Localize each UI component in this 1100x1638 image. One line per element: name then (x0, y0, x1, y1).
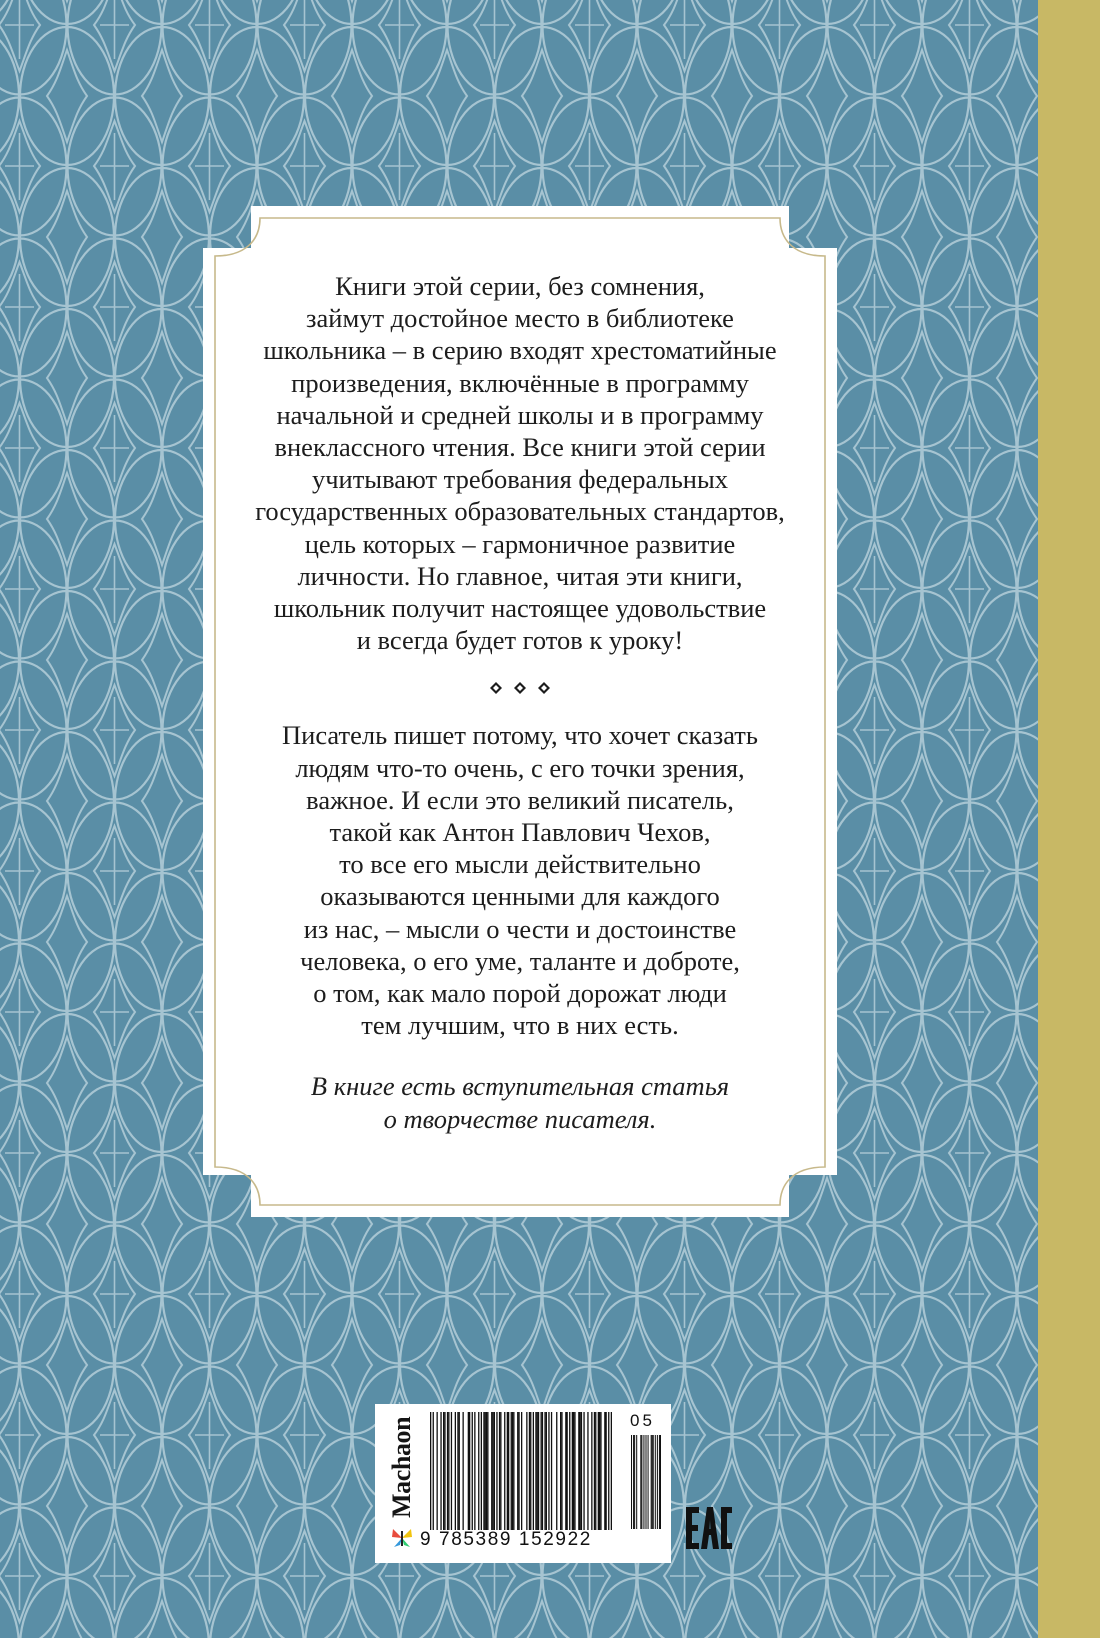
barcode-bar (443, 1412, 444, 1530)
barcode-bar (636, 1435, 637, 1529)
paragraph-line: цель которых – гармоничное развитие (304, 528, 736, 559)
barcode-bar (463, 1412, 464, 1530)
barcode-bar (657, 1435, 658, 1529)
barcode-bar (611, 1412, 612, 1530)
paragraph-line: произведения, включённые в программу (291, 367, 749, 398)
barcode-bar (512, 1412, 513, 1530)
barcode-bar (486, 1412, 487, 1530)
paragraph-line: то все его мысли действительно (339, 849, 701, 880)
barcode-bar (595, 1412, 596, 1530)
barcode-bar (659, 1435, 660, 1529)
barcode-bar (472, 1412, 473, 1530)
eac-icon (684, 1505, 734, 1551)
barcode-bar (598, 1412, 599, 1530)
barcode-bar (469, 1412, 470, 1530)
paragraph-line: человека, о его уме, таланте и доброте, (300, 945, 740, 976)
barcode-bar (648, 1435, 649, 1529)
paragraph-line: школьник получит настоящее удовольствие (273, 593, 767, 624)
barcode-bar (569, 1412, 570, 1530)
isbn-barcode (430, 1412, 612, 1530)
barcode-bar (645, 1435, 646, 1529)
barcode-bar (457, 1412, 458, 1530)
barcode-bar (530, 1412, 531, 1530)
barcode-bar (494, 1412, 495, 1530)
barcode-bar (591, 1412, 592, 1530)
barcode-bar (451, 1412, 452, 1530)
barcode-bar (631, 1435, 632, 1529)
barcode-bar (633, 1435, 634, 1529)
barcode-bar (437, 1412, 438, 1530)
paragraph-line: школьника – в серию входят хрестоматийные (263, 335, 777, 366)
barcode-bar (535, 1412, 536, 1530)
paragraph-line: Писатель пишет потому, что хочет сказать (282, 720, 758, 751)
barcode-bar (567, 1412, 568, 1530)
publisher-logo (385, 1412, 419, 1554)
barcode-bar (640, 1435, 641, 1529)
barcode-bar (538, 1412, 539, 1530)
barcode-bar (511, 1412, 512, 1530)
paragraph-line: личности. Но главное, читая эти книги, (297, 560, 743, 591)
barcode-bar (634, 1435, 635, 1529)
diamond-icon (538, 682, 550, 694)
barcode-bar (572, 1412, 573, 1530)
barcode-bar (447, 1412, 448, 1530)
barcode-bar (474, 1412, 475, 1530)
note-line: о творчестве писателя. (383, 1103, 657, 1134)
barcode-bar (440, 1412, 441, 1530)
barcode-bar (430, 1412, 431, 1530)
barcode-bar (526, 1412, 527, 1530)
barcode-addon-bars (631, 1435, 661, 1529)
barcode-bar (521, 1412, 522, 1530)
barcode-bar (500, 1412, 501, 1530)
barcode-bar (604, 1412, 605, 1530)
isbn-number: 9 785389 152922 (420, 1529, 592, 1550)
introductory-note (231, 1070, 809, 1134)
barcode-bar (660, 1435, 661, 1529)
barcode-bar (533, 1412, 534, 1530)
description-panel (203, 206, 837, 1217)
barcode-bar (641, 1435, 642, 1529)
paragraph-line: учитывают требования федеральных (311, 464, 729, 495)
barcode-bar (433, 1412, 434, 1530)
barcode-bar (651, 1435, 652, 1529)
barcode-bar (574, 1412, 575, 1530)
eac-certification-mark (684, 1505, 734, 1551)
barcode-bar (518, 1412, 519, 1530)
diamond-icon (514, 682, 526, 694)
paragraph-line: начальной и средней школы и в программу (276, 399, 764, 430)
barcode-bar (499, 1412, 500, 1530)
barcode-bar (652, 1435, 653, 1529)
barcode-bar (561, 1412, 562, 1530)
paragraph-line: из нас, – мысли о чести и достоинстве (303, 913, 737, 944)
barcode-bar (491, 1412, 492, 1530)
barcode-bar (504, 1412, 505, 1530)
paragraph-line: Книги этой серии, без сомнения, (335, 271, 705, 301)
paragraph-line: такой как Антон Павлович Чехов, (329, 817, 711, 848)
barcode-bar (581, 1412, 582, 1530)
barcode-bar (487, 1412, 488, 1530)
barcode-bar (583, 1412, 584, 1530)
barcode-bar (565, 1412, 566, 1530)
barcode-label (375, 1404, 671, 1563)
barcode-bar (556, 1412, 557, 1530)
ornamental-divider (231, 676, 809, 700)
barcode-bar (551, 1412, 552, 1530)
publisher-logo-text: Machaon (387, 1416, 416, 1518)
barcode-bar (608, 1412, 609, 1530)
barcode-bar (578, 1412, 579, 1530)
barcode-bar (599, 1412, 600, 1530)
barcode-bar (448, 1412, 449, 1530)
barcode-bar (541, 1412, 542, 1530)
barcode-bar (513, 1412, 514, 1530)
butterfly-icon (390, 1526, 415, 1550)
paragraph-line: важное. И если это великий писатель, (306, 784, 734, 815)
barcode-bar (548, 1412, 549, 1530)
barcode-bar (580, 1412, 581, 1530)
barcode-bar (537, 1412, 538, 1530)
barcode-bar (481, 1412, 482, 1530)
barcode-bar (455, 1412, 456, 1530)
barcode-bar (478, 1412, 479, 1530)
paragraph-line: тем лучшим, что в них есть. (361, 1010, 679, 1041)
barcode-addon-number: 05 (630, 1411, 655, 1430)
barcode-bar (508, 1412, 509, 1530)
series-description-paragraph (231, 270, 809, 656)
paragraph-line: людям что-то очень, с его точки зрения, (295, 752, 745, 783)
barcode-bar (544, 1412, 545, 1530)
paragraph-line: займут достойное место в библиотеке (306, 303, 734, 334)
barcode-bar (485, 1412, 486, 1530)
paragraph-line: внеклассного чтения. Все книги этой серии (274, 432, 766, 463)
barcode-bar (653, 1435, 654, 1529)
barcode-bar (496, 1412, 497, 1530)
barcode-bar (594, 1412, 595, 1530)
barcode-bar (643, 1435, 644, 1529)
barcode-bar (444, 1412, 445, 1530)
paragraph-line: государственных образовательных стандартов, (255, 496, 785, 527)
barcode-bar (606, 1412, 607, 1530)
barcode-bar (459, 1412, 460, 1530)
chekhov-description-paragraph (231, 719, 809, 1041)
paragraph-line: оказываются ценными для каждого (320, 881, 720, 912)
panel-text-content (231, 270, 809, 1135)
diamond-icon (490, 682, 502, 694)
barcode-bar (573, 1412, 574, 1530)
paragraph-line: и всегда будет готов к уроку! (356, 625, 684, 656)
barcode-bar (507, 1412, 508, 1530)
barcode-bar (517, 1412, 518, 1530)
barcode-bar (468, 1412, 469, 1530)
barcode-bar (587, 1412, 588, 1530)
barcode-bar (655, 1435, 656, 1529)
barcode-bar (483, 1412, 484, 1530)
barcode-bar (542, 1412, 543, 1530)
barcode-bar (560, 1412, 561, 1530)
spine-edge-strip (1038, 0, 1100, 1638)
paragraph-line: о том, как мало порой дорожат люди (313, 978, 727, 1009)
note-line: В книге есть вступительная статья (310, 1071, 730, 1102)
barcode-bar (546, 1412, 547, 1530)
barcode-bar (529, 1412, 530, 1530)
barcode-bar (600, 1412, 601, 1530)
barcode-bar (492, 1412, 493, 1530)
